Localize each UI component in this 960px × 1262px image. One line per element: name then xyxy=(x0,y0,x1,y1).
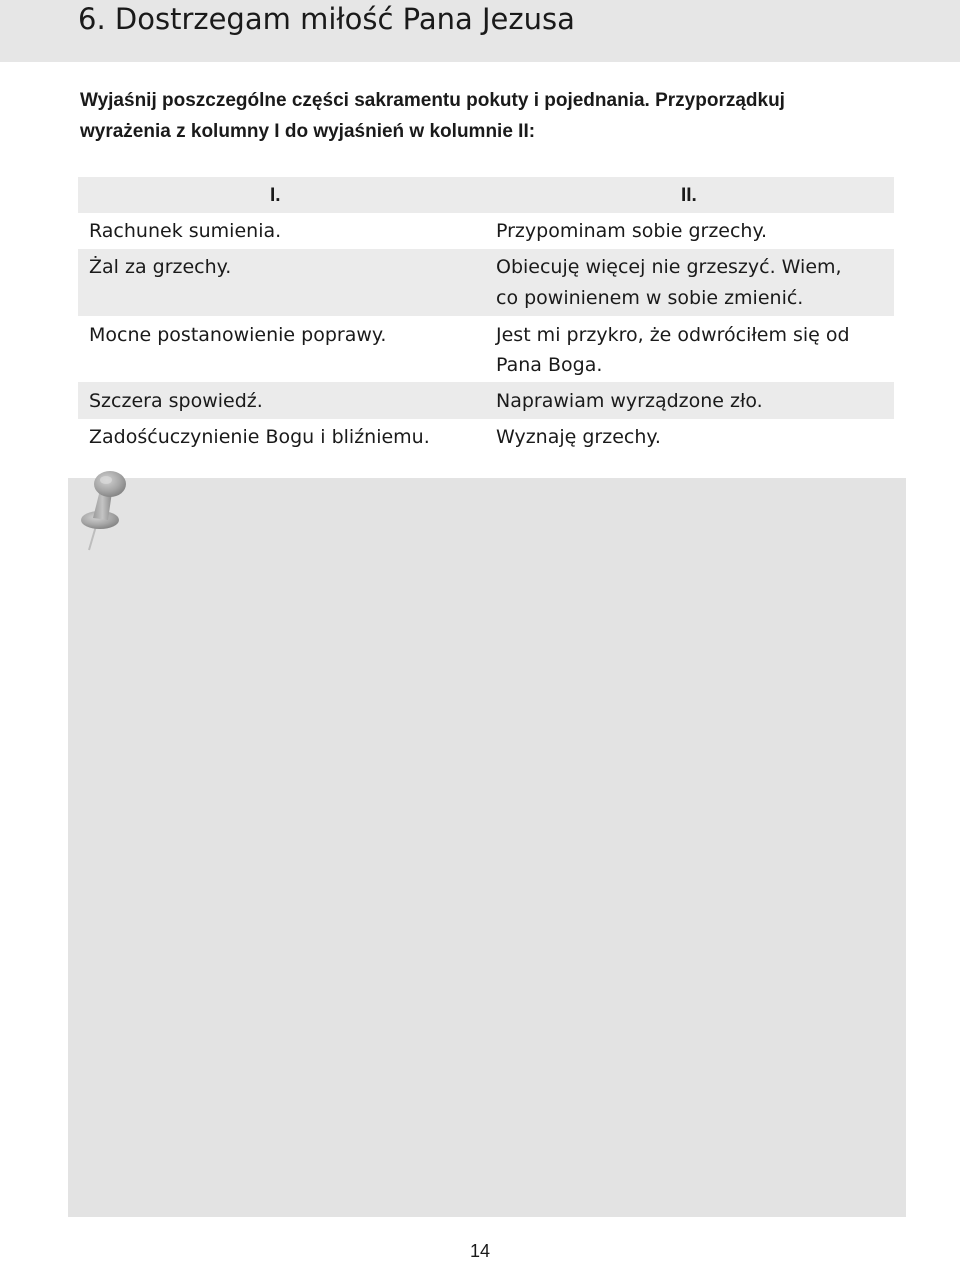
term-cell: Mocne postanowienie poprawy. xyxy=(89,324,387,346)
term-cell: Zadośćuczynienie Bogu i bliźniemu. xyxy=(89,426,430,448)
explanation-cell: Przypominam sobie grzechy. xyxy=(496,220,768,242)
explanation-cell-line-1: Obiecuję więcej nie grzeszyć. Wiem, xyxy=(496,256,842,278)
explanation-cell-line-2: co powinienem w sobie zmienić. xyxy=(496,287,804,309)
header-bar xyxy=(0,0,960,62)
explanation-cell: Wyznaję grzechy. xyxy=(496,426,661,448)
table-row xyxy=(78,316,894,382)
table-row xyxy=(78,249,894,316)
term-cell: Rachunek sumienia. xyxy=(89,220,282,242)
page-title: 6. Dostrzegam miłość Pana Jezusa xyxy=(78,2,575,36)
column-1-header: I. xyxy=(270,185,281,206)
table-row xyxy=(78,419,894,457)
explanation-cell: Naprawiam wyrządzone zło. xyxy=(496,390,763,412)
matching-table xyxy=(78,177,894,457)
pushpin-icon xyxy=(78,468,134,552)
column-2-header: II. xyxy=(681,185,697,206)
term-cell: Szczera spowiedź. xyxy=(89,390,263,412)
instruction-line-2: wyrażenia z kolumny I do wyjaśnień w kolumnie II: xyxy=(80,121,536,142)
explanation-cell-line-2: Pana Boga. xyxy=(496,354,603,376)
term-cell: Żal za grzechy. xyxy=(89,256,232,278)
table-row xyxy=(78,213,894,249)
table-row xyxy=(78,382,894,419)
page-number: 14 xyxy=(469,1241,491,1261)
instruction-line-1: Wyjaśnij poszczególne części sakramentu pokuty i pojednania. Przyporządkuj xyxy=(80,90,785,111)
explanation-cell-line-1: Jest mi przykro, że odwróciłem się od xyxy=(496,324,850,346)
notes-area[interactable] xyxy=(68,478,906,1217)
exercise-instruction xyxy=(80,85,920,147)
table-header-row xyxy=(78,177,894,213)
